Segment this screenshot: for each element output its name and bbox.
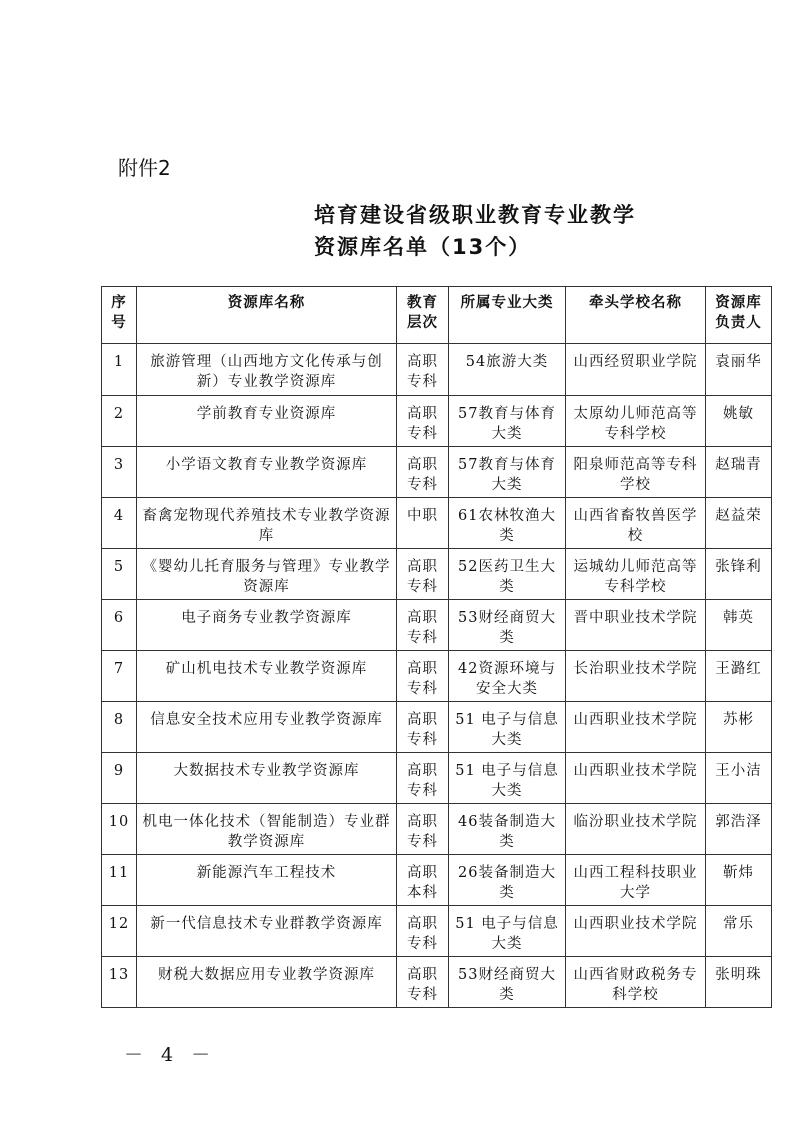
- title-line-1: 培育建设省级职业教育专业教学: [314, 203, 636, 227]
- row-level: 高职专科: [397, 804, 449, 855]
- table-row: [102, 549, 772, 600]
- row-school: 山西职业技术学院: [566, 906, 706, 957]
- row-school: 太原幼儿师范高等专科学校: [566, 396, 706, 447]
- header-level: 教育层次: [397, 287, 449, 344]
- row-level: 高职专科: [397, 344, 449, 396]
- row-name: 旅游管理（山西地方文化传承与创新）专业教学资源库: [137, 344, 397, 396]
- table-header-row: [102, 287, 772, 344]
- attachment-label: 附件2: [118, 156, 171, 180]
- table-row: [102, 447, 772, 498]
- row-name: 小学语文教育专业教学资源库: [137, 447, 397, 498]
- resource-library-table: [101, 286, 772, 1008]
- row-name: 矿山机电技术专业教学资源库: [137, 651, 397, 702]
- row-name: 新能源汽车工程技术: [137, 855, 397, 906]
- row-no: 5: [102, 549, 137, 600]
- table-row: [102, 651, 772, 702]
- row-school: 山西经贸职业学院: [566, 344, 706, 396]
- row-level: 高职专科: [397, 600, 449, 651]
- row-lead: 常乐: [706, 906, 772, 957]
- table-row: [102, 906, 772, 957]
- table-row: [102, 753, 772, 804]
- row-no: 7: [102, 651, 137, 702]
- row-no: 9: [102, 753, 137, 804]
- row-name: 《婴幼儿托育服务与管理》专业教学资源库: [137, 549, 397, 600]
- row-level: 高职专科: [397, 702, 449, 753]
- row-lead: 袁丽华: [706, 344, 772, 396]
- row-name: 大数据技术专业教学资源库: [137, 753, 397, 804]
- row-category: 51 电子与信息大类: [449, 753, 566, 804]
- row-school: 山西职业技术学院: [566, 702, 706, 753]
- row-lead: 张明珠: [706, 957, 772, 1008]
- row-lead: 王潞红: [706, 651, 772, 702]
- row-no: 11: [102, 855, 137, 906]
- row-category: 54旅游大类: [449, 344, 566, 396]
- row-level: 中职: [397, 498, 449, 549]
- row-level: 高职专科: [397, 957, 449, 1008]
- row-category: 57教育与体育大类: [449, 396, 566, 447]
- row-level: 高职专科: [397, 447, 449, 498]
- row-category: 52医药卫生大类: [449, 549, 566, 600]
- row-no: 10: [102, 804, 137, 855]
- row-level: 高职本科: [397, 855, 449, 906]
- row-category: 53财经商贸大类: [449, 600, 566, 651]
- row-category: 42资源环境与安全大类: [449, 651, 566, 702]
- row-category: 26装备制造大类: [449, 855, 566, 906]
- table-row: [102, 396, 772, 447]
- table-row: [102, 957, 772, 1008]
- row-lead: 赵瑞青: [706, 447, 772, 498]
- row-no: 1: [102, 344, 137, 396]
- row-name: 学前教育专业资源库: [137, 396, 397, 447]
- row-category: 53财经商贸大类: [449, 957, 566, 1008]
- row-name: 新一代信息技术专业群教学资源库: [137, 906, 397, 957]
- table-row: [102, 498, 772, 549]
- row-category: 57教育与体育大类: [449, 447, 566, 498]
- row-level: 高职专科: [397, 549, 449, 600]
- row-category: 46装备制造大类: [449, 804, 566, 855]
- page-number: － 4 －: [124, 1044, 217, 1066]
- row-school: 运城幼儿师范高等专科学校: [566, 549, 706, 600]
- row-level: 高职专科: [397, 906, 449, 957]
- table-row: [102, 855, 772, 906]
- row-lead: 靳炜: [706, 855, 772, 906]
- row-lead: 姚敏: [706, 396, 772, 447]
- row-no: 12: [102, 906, 137, 957]
- row-school: 晋中职业技术学院: [566, 600, 706, 651]
- header-name: 资源库名称: [137, 287, 397, 344]
- row-no: 2: [102, 396, 137, 447]
- table-row: [102, 344, 772, 396]
- header-category: 所属专业大类: [449, 287, 566, 344]
- row-level: 高职专科: [397, 396, 449, 447]
- row-no: 4: [102, 498, 137, 549]
- row-lead: 韩英: [706, 600, 772, 651]
- row-name: 电子商务专业教学资源库: [137, 600, 397, 651]
- row-name: 机电一体化技术（智能制造）专业群教学资源库: [137, 804, 397, 855]
- row-category: 61农林牧渔大类: [449, 498, 566, 549]
- row-lead: 王小洁: [706, 753, 772, 804]
- row-school: 山西省畜牧兽医学校: [566, 498, 706, 549]
- row-lead: 苏彬: [706, 702, 772, 753]
- row-name: 信息安全技术应用专业教学资源库: [137, 702, 397, 753]
- row-school: 临汾职业技术学院: [566, 804, 706, 855]
- document-title: [314, 199, 636, 263]
- header-no: 序号: [102, 287, 137, 344]
- row-lead: 赵益荣: [706, 498, 772, 549]
- row-lead: 郭浩泽: [706, 804, 772, 855]
- row-school: 山西省财政税务专科学校: [566, 957, 706, 1008]
- row-school: 山西职业技术学院: [566, 753, 706, 804]
- row-level: 高职专科: [397, 651, 449, 702]
- table-row: [102, 702, 772, 753]
- row-school: 山西工程科技职业大学: [566, 855, 706, 906]
- row-school: 阳泉师范高等专科学校: [566, 447, 706, 498]
- row-no: 8: [102, 702, 137, 753]
- row-no: 6: [102, 600, 137, 651]
- row-name: 财税大数据应用专业教学资源库: [137, 957, 397, 1008]
- row-name: 畜禽宠物现代养殖技术专业教学资源库: [137, 498, 397, 549]
- table-row: [102, 804, 772, 855]
- row-lead: 张锋利: [706, 549, 772, 600]
- row-level: 高职专科: [397, 753, 449, 804]
- header-school: 牵头学校名称: [566, 287, 706, 344]
- row-no: 13: [102, 957, 137, 1008]
- row-no: 3: [102, 447, 137, 498]
- row-category: 51 电子与信息大类: [449, 906, 566, 957]
- row-school: 长治职业技术学院: [566, 651, 706, 702]
- header-lead: 资源库负责人: [706, 287, 772, 344]
- row-category: 51 电子与信息大类: [449, 702, 566, 753]
- title-line-2: 资源库名单（13个）: [314, 235, 532, 259]
- table-row: [102, 600, 772, 651]
